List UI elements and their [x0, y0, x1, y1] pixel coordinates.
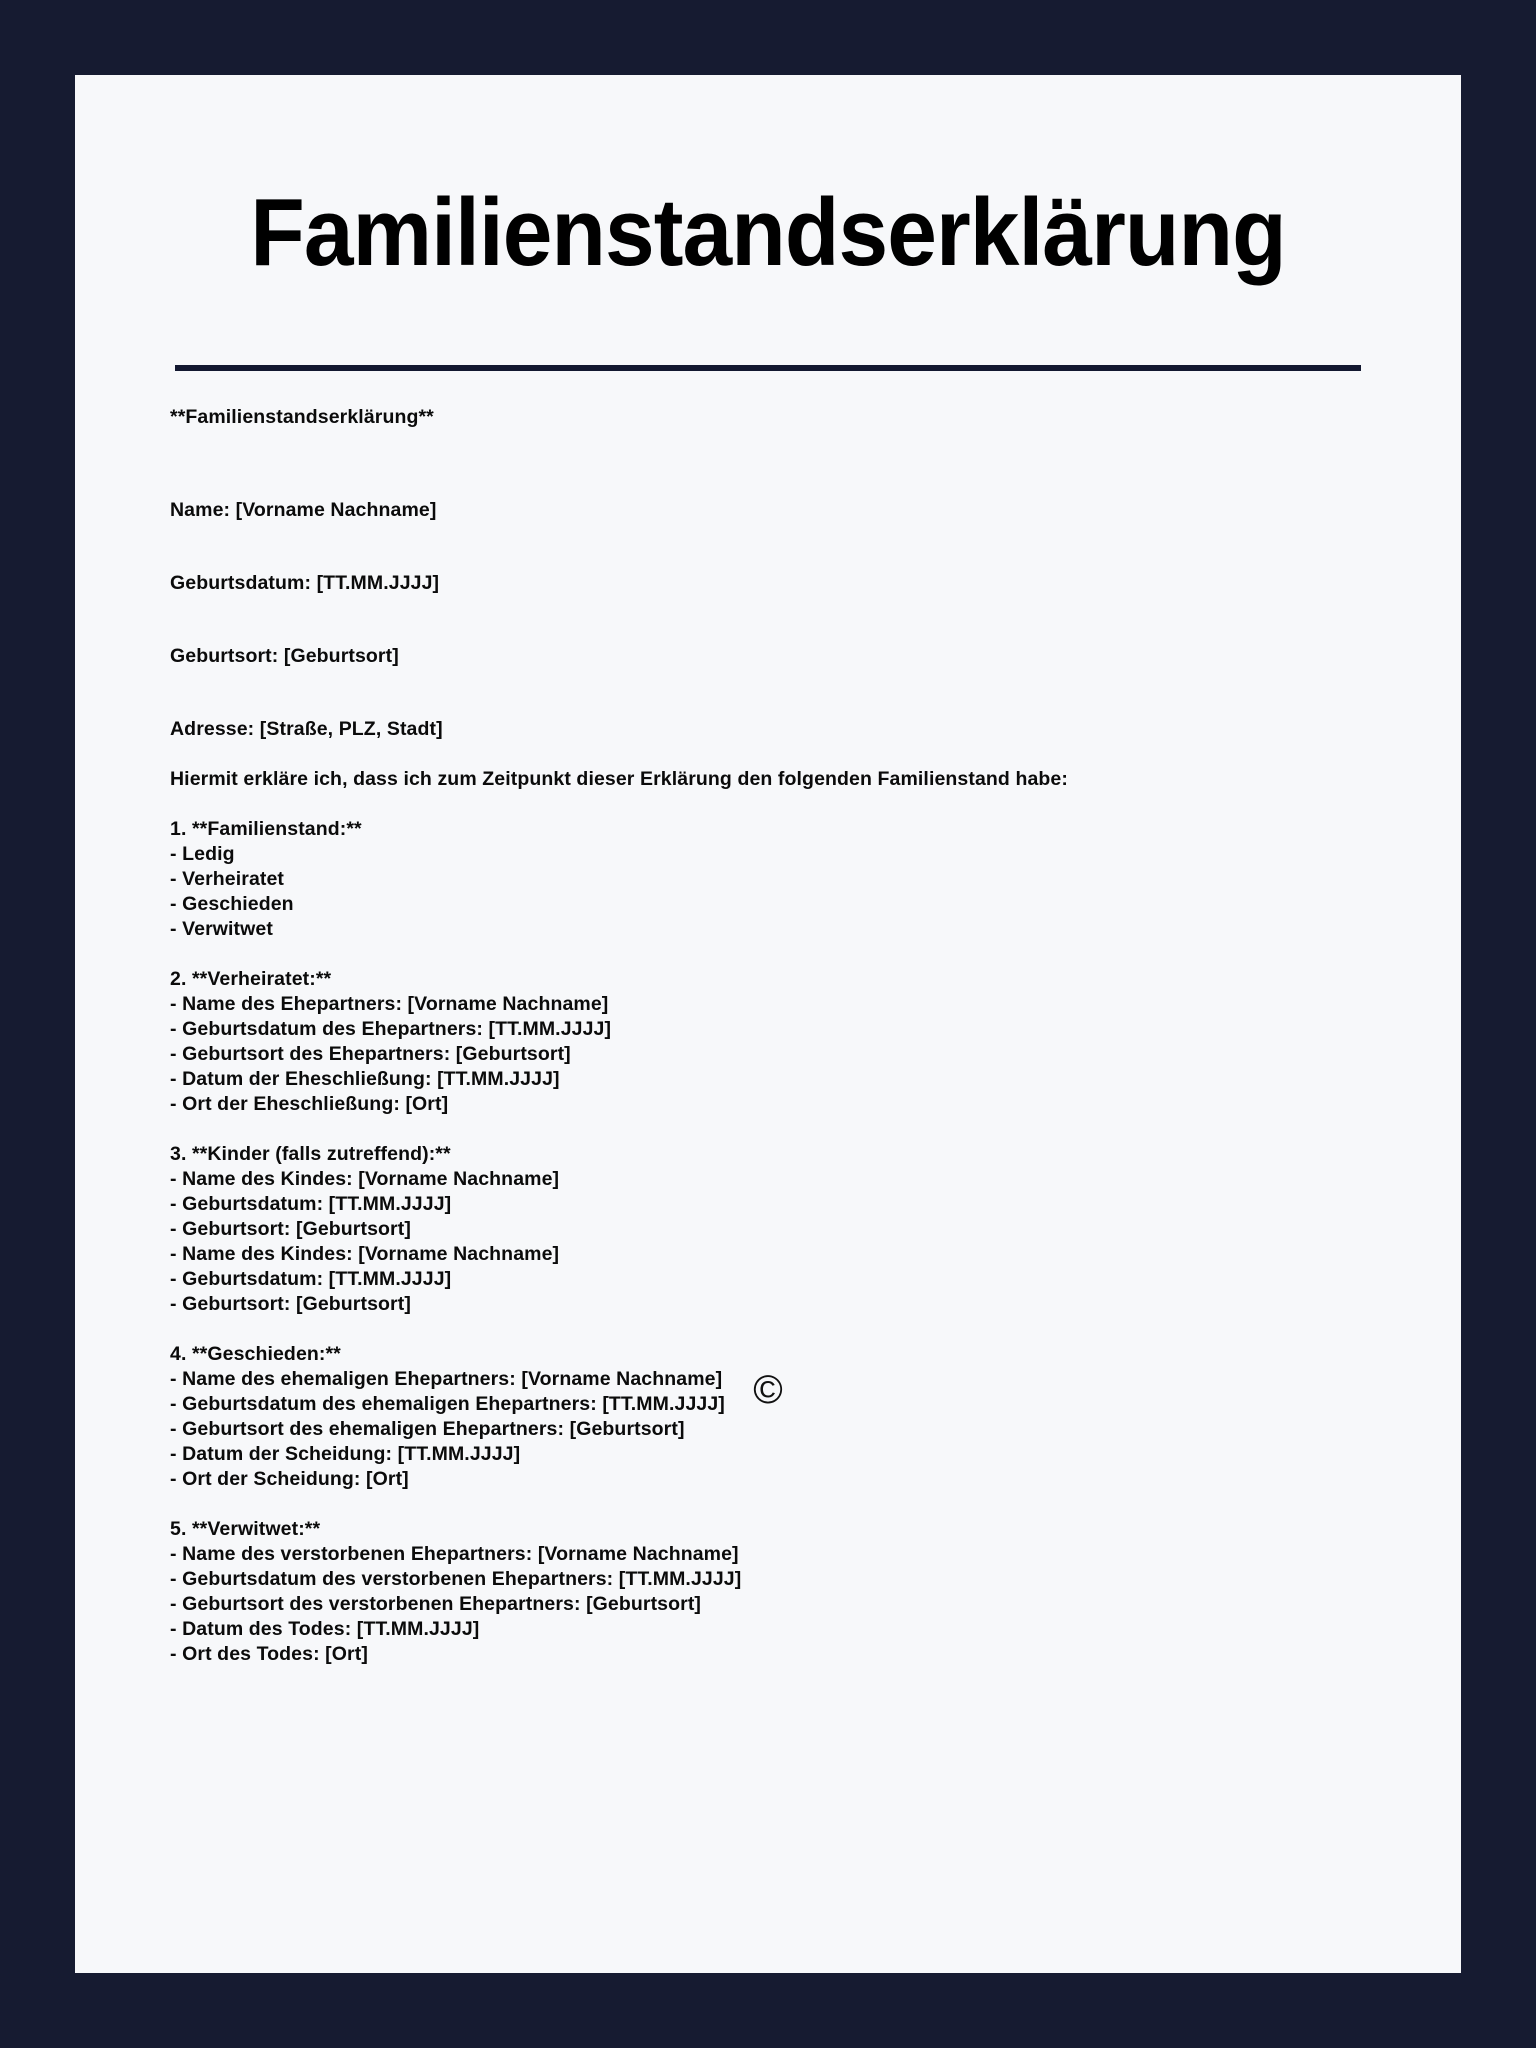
section-2-heading: 2. **Verheiratet:**	[170, 968, 332, 990]
section-1-line: - Verheiratet	[170, 868, 285, 890]
section-1-heading: 1. **Familienstand:**	[170, 818, 362, 840]
field-address: Adresse: [Straße, PLZ, Stadt]	[170, 718, 443, 740]
title-divider	[175, 365, 1361, 371]
section-2-line: - Geburtsort des Ehepartners: [Geburtsort]	[170, 1043, 571, 1065]
section-1-line: - Geschieden	[170, 893, 294, 915]
section-2-line: - Geburtsdatum des Ehepartners: [TT.MM.JJJJ]	[170, 1018, 612, 1040]
section-3-line: - Geburtsort: [Geburtsort]	[170, 1293, 411, 1315]
section-4-line: - Ort der Scheidung: [Ort]	[170, 1468, 409, 1490]
field-name: Name: [Vorname Nachname]	[170, 499, 437, 521]
section-2-line: - Datum der Eheschließung: [TT.MM.JJJJ]	[170, 1068, 560, 1090]
spacer	[170, 1117, 1401, 1142]
section-3-line: - Geburtsdatum: [TT.MM.JJJJ]	[170, 1193, 452, 1215]
section-3-line: - Geburtsdatum: [TT.MM.JJJJ]	[170, 1268, 452, 1290]
spacer	[170, 942, 1401, 967]
section-4-line: - Geburtsort des ehemaligen Ehepartners: [Geburtsort]	[170, 1418, 685, 1440]
section-3-heading: 3. **Kinder (falls zutreffend):**	[170, 1143, 451, 1165]
page-title: Familienstandserklärung	[250, 179, 1286, 286]
field-birthdate: Geburtsdatum: [TT.MM.JJJJ]	[170, 572, 440, 594]
section-4-heading: 4. **Geschieden:**	[170, 1343, 341, 1365]
spacer	[170, 1317, 1401, 1342]
spacer	[170, 1492, 1401, 1517]
section-1-line: - Ledig	[170, 843, 235, 865]
spacer	[170, 792, 1401, 817]
spacer	[170, 742, 1401, 767]
section-4-line: - Geburtsdatum des ehemaligen Ehepartners: [TT.MM.JJJJ]	[170, 1393, 725, 1415]
section-2-line: - Ort der Eheschließung: [Ort]	[170, 1093, 449, 1115]
spacer	[170, 430, 1401, 498]
section-3-line: - Name des Kindes: [Vorname Nachname]	[170, 1243, 560, 1265]
section-5-line: - Ort des Todes: [Ort]	[170, 1643, 368, 1665]
section-5-line: - Datum des Todes: [TT.MM.JJJJ]	[170, 1618, 480, 1640]
section-5-line: - Geburtsdatum des verstorbenen Ehepartners: [TT.MM.JJJJ]	[170, 1568, 742, 1590]
section-3-line: - Name des Kindes: [Vorname Nachname]	[170, 1168, 560, 1190]
section-4-line: - Name des ehemaligen Ehepartners: [Vorname Nachname]	[170, 1368, 723, 1390]
intro-paragraph: Hiermit erkläre ich, dass ich zum Zeitpunkt dieser Erklärung den folgenden Familienstand habe:	[170, 768, 1068, 790]
section-2-line: - Name des Ehepartners: [Vorname Nachname]	[170, 993, 609, 1015]
section-5-line: - Geburtsort des verstorbenen Ehepartners: [Geburtsort]	[170, 1593, 702, 1615]
section-5-line: - Name des verstorbenen Ehepartners: [Vorname Nachname]	[170, 1543, 739, 1565]
section-5-heading: 5. **Verwitwet:**	[170, 1518, 321, 1540]
spacer	[170, 596, 1401, 644]
copyright-icon: ©	[753, 1368, 783, 1412]
document-page	[75, 75, 1461, 1973]
spacer	[170, 669, 1401, 717]
section-4-line: - Datum der Scheidung: [TT.MM.JJJJ]	[170, 1443, 521, 1465]
section-3-line: - Geburtsort: [Geburtsort]	[170, 1218, 411, 1240]
field-birthplace: Geburtsort: [Geburtsort]	[170, 645, 399, 667]
document-heading-line: **Familienstandserklärung**	[170, 406, 434, 428]
section-1-line: - Verwitwet	[170, 918, 273, 940]
spacer	[170, 523, 1401, 571]
document-body	[170, 405, 1401, 1667]
